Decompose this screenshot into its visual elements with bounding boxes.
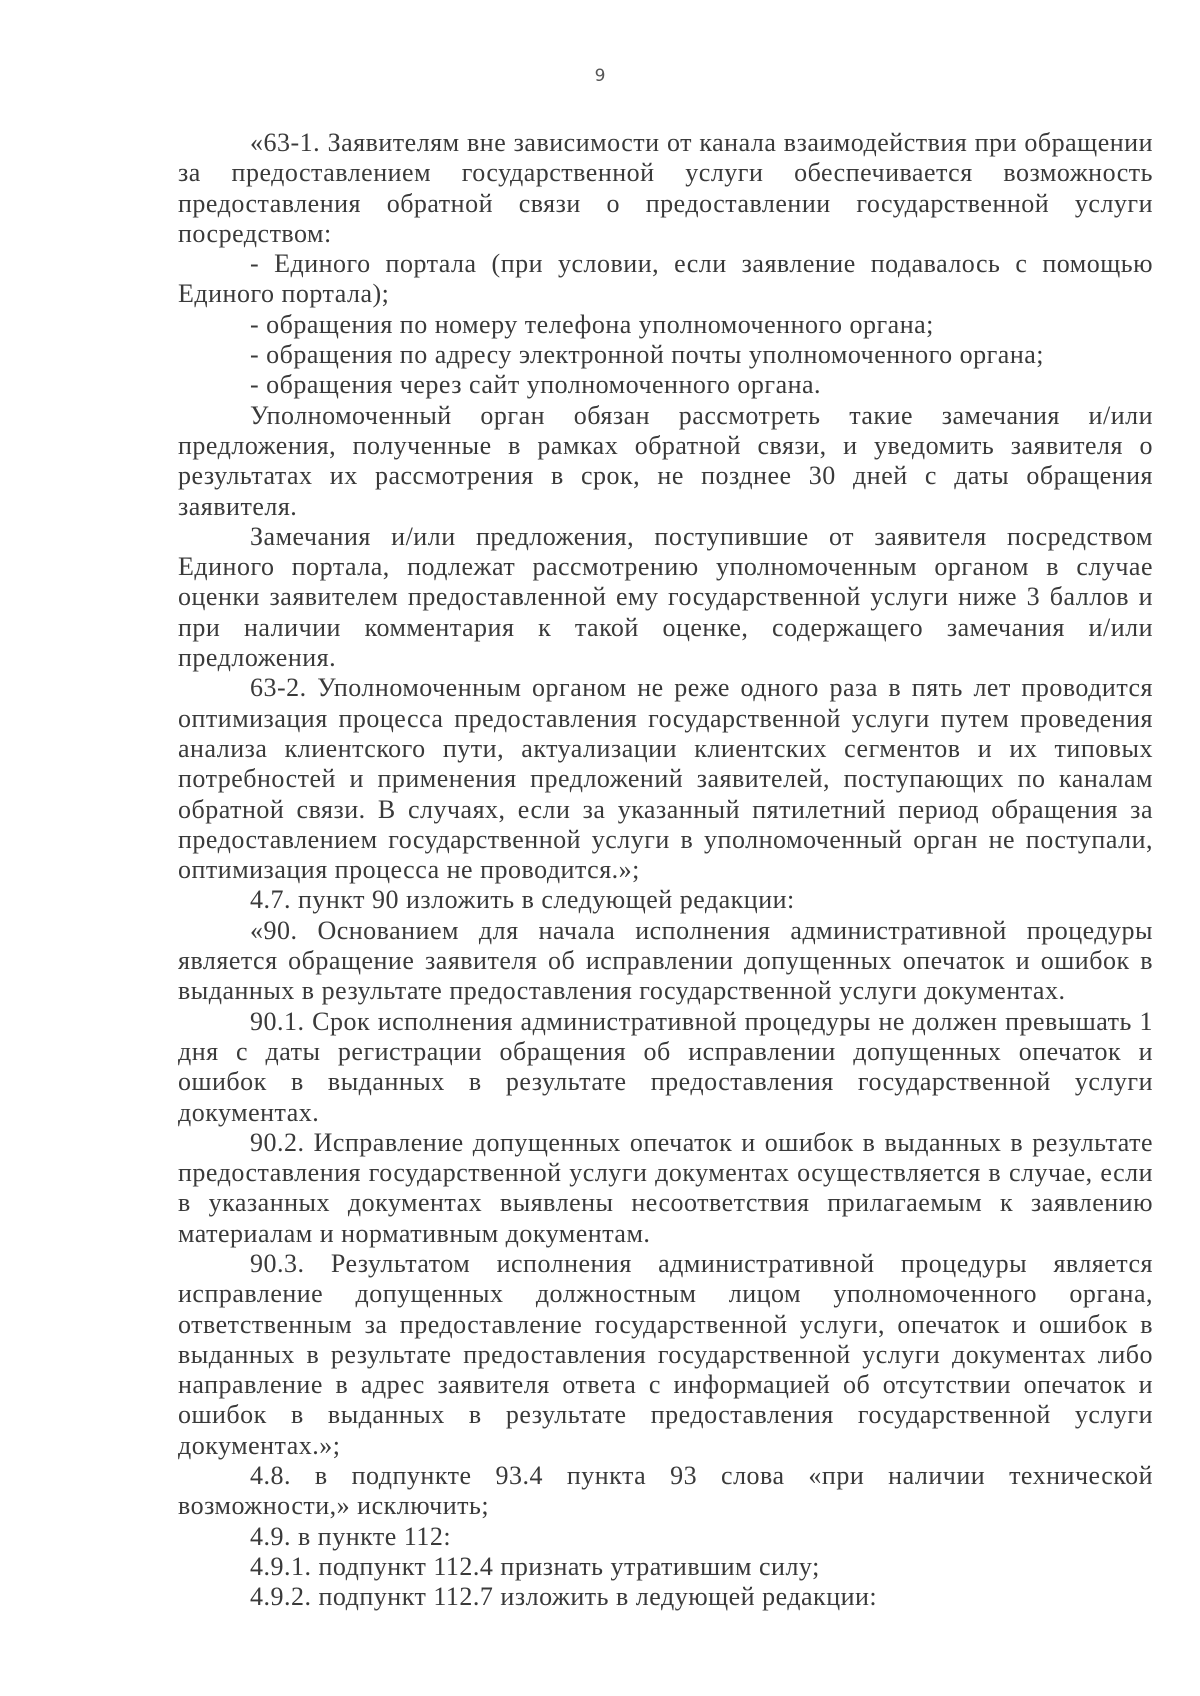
paragraph-4-9-1: 4.9.1. подпункт 112.4 признать утратившим силу; [250, 1551, 820, 1581]
paragraph-4-7: 4.7. пункт 90 изложить в следующей редакции: [250, 885, 795, 915]
paragraph-4-9: 4.9. в пункте 112: [250, 1521, 452, 1551]
paragraph-4-8: 4.8. в подпункте 93.4 пункта 93 слова «при наличии технической возможности,» исключить; [178, 1461, 1153, 1521]
list-item-email: - обращения по адресу электронной почты уполномоченного органа; [250, 340, 1044, 370]
paragraph-authority-obligation: Уполномоченный орган обязан рассмотреть такие замечания и/или предложения, полученные в рамках обратной связи, и уведомить заявителя о результатах их рассмотрения в срок, не позднее 30 дней с даты обращения заявителя. [178, 400, 1153, 521]
paragraph-63-1: «63-1. Заявителям вне зависимости от канала взаимодействия при обращении за предоставлением государственной услуги обеспечивается возможность предоставления обратной связи о предоставлении государственной услуги посредством: [178, 128, 1153, 248]
paragraph-90-2: 90.2. Исправление допущенных опечаток и ошибок в выданных в результате предоставления государственной услуги документах осуществляется в случае, если в указанных документах выявлены несоответствия прилагаемым к заявлению материалам и нормативным документам. [178, 1127, 1153, 1248]
paragraph-4-9-2: 4.9.2. подпункт 112.7 изложить в ледующей редакции: [250, 1582, 878, 1612]
paragraph-90-3: 90.3. Результатом исполнения административной процедуры является исправление допущенных должностным лицом уполномоченного органа, ответственным за предоставление государственной услуги, опечаток и ошибок в выданных в результате предоставления государственной услуги документах либо направление в адрес заявителя ответа с информацией об отсутствии опечаток и ошибок в выданных в результате предоставления государственной услуги документах.»; [178, 1248, 1153, 1460]
paragraph-63-2: 63-2. Уполномоченным органом не реже одного раза в пять лет проводится оптимизация процесса предоставления государственной услуги путем проведения анализа клиентского пути, актуализации клиентских сегментов и их типовых потребностей и применения предложений заявителей, поступающих по каналам обратной связи. В случаях, если за указанный пятилетний период обращения за предоставлением государственной услуги в уполномоченный орган не поступали, оптимизация процесса не проводится.»; [178, 673, 1153, 885]
list-item-phone: - обращения по номеру телефона уполномоченного органа; [250, 309, 934, 339]
list-item-unified-portal: - Единого портала (при условии, если заявление подавалось с помощью Единого портала); [178, 249, 1153, 309]
document-body [178, 128, 1153, 1613]
paragraph-90-1: 90.1. Срок исполнения административной процедуры не должен превышать 1 дня с даты регистрации обращения об исправлении допущенных опечаток и ошибок в выданных в результате предоставления государственной услуги документах. [178, 1006, 1153, 1127]
paragraph-90: «90. Основанием для начала исполнения административной процедуры является обращение заявителя об исправлении допущенных опечаток и ошибок в выданных в результате предоставления государственной услуги документах. [178, 915, 1153, 1006]
list-item-website: - обращения через сайт уполномоченного органа. [250, 370, 822, 400]
paragraph-remarks: Замечания и/или предложения, поступившие от заявителя посредством Единого портала, подлежат рассмотрению уполномоченным органом в случае оценки заявителем предоставленной ему государственной услуги ниже 3 баллов и при наличии комментария к такой оценке, содержащего замечания и/или предложения. [178, 521, 1153, 673]
page-number: 9 [594, 66, 606, 86]
